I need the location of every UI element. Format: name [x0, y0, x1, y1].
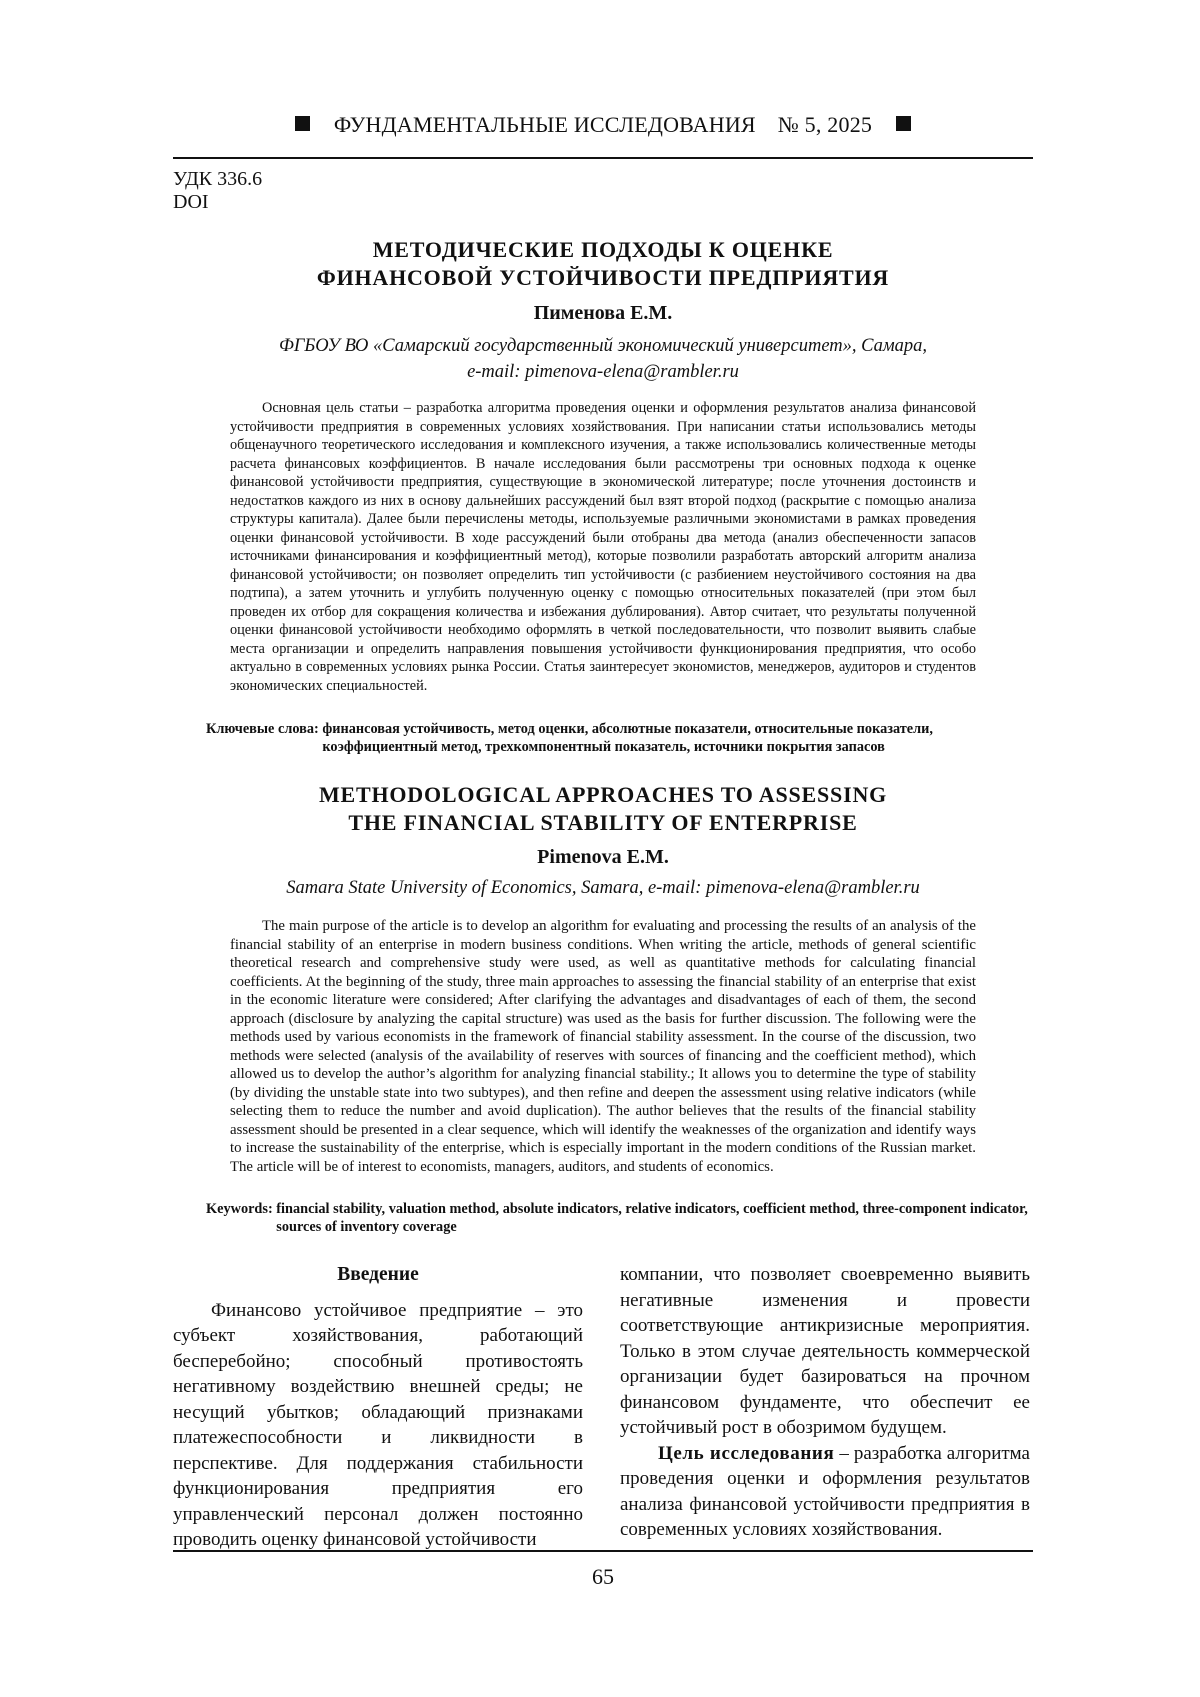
- article-title-en: [173, 781, 1033, 837]
- body-column-right: [620, 1262, 1030, 1543]
- keywords-ru-text: финансовая устойчивость, метод оценки, абсолютные показатели, относительные показатели, коэффициентный метод, трехкомпонентный показатель, источники покрытия запасов: [322, 721, 933, 755]
- title-ru-line1: МЕТОДИЧЕСКИЕ ПОДХОДЫ К ОЦЕНКЕ: [372, 237, 834, 262]
- title-en-line1: METHODOLOGICAL APPROACHES TO ASSESSING: [318, 782, 888, 807]
- udk-code: УДК 336.6: [173, 168, 263, 190]
- square-bullet-icon: [896, 116, 911, 131]
- keywords-en-text: financial stability, valuation method, absolute indicators, relative indicators, coefficient method, three-component indicator, sources of inventory coverage: [276, 1201, 1028, 1235]
- doi-label: DOI: [173, 191, 209, 213]
- journal-name: ФУНДАМЕНТАЛЬНЫЕ ИССЛЕДОВАНИЯ: [333, 112, 756, 137]
- footer-rule: [173, 1550, 1033, 1552]
- keywords-ru: [206, 720, 1028, 756]
- title-ru-line2: ФИНАНСОВОЙ УСТОЙЧИВОСТИ ПРЕДПРИЯТИЯ: [316, 265, 890, 290]
- title-en-line2: THE FINANCIAL STABILITY OF ENTERPRISE: [348, 810, 858, 835]
- abstract-en: The main purpose of the article is to develop an algorithm for evaluating and processing the results of an analysis of the financial stability of an enterprise in modern business conditions. When writing the article, methods of general scientific theoretical research and comprehensive study were used, as well as quantitative methods for calculating financial coefficients. At the beginning of the study, three main approaches to assessing the financial stability of an enterprise that exist in the economic literature were considered; After clarifying the advantages and disadvantages of each of them, the second approach (disclosure by analyzing the capital structure) was used as the basis for further discussion. The following were the methods used by various economists in the framework of financial stability assessment. In the course of the discussion, two methods were selected (analysis of the availability of reserves with sources of financing and the coefficient method), which allowed us to develop the author’s algorithm for analyzing financial stability.; It allows you to determine the type of stability (by dividing the unstable state into two subtypes), and then refine and deepen the assessment using relative indicators (while selecting them to reduce the number and avoid duplication). The author believes that the results of the financial stability assessment should be presented in a clear sequence, which will identify the weaknesses of the organization and identify ways to increase the sustainability of the enterprise, which is especially important in the modern conditions of the Russian market. The article will be of interest to economists, managers, auditors, and students of economics.: [230, 918, 976, 1175]
- abstract-ru: Основная цель статьи – разработка алгоритма проведения оценки и оформления результатов анализа финансовой устойчивости предприятия в современных условиях хозяйствования. При написании статьи использовались методы общенаучного теоретического исследования и комплексного изучения, а также использовались количественные методы расчета финансовых коэффициентов. В начале исследования были рассмотрены три основных подхода к оценке финансовой устойчивости предприятия, существующие в экономической литературе; после уточнения достоинств и недостатков каждого из них в основу дальнейших рассуждений был взят второй подход (раскрытие с помощью анализа структуры капитала). Далее были перечислены методы, используемые различными экономистами в рамках проведения оценки финансовой устойчивости. В ходе рассуждений были отобраны два метода (анализ обеспеченности запасов источниками финансирования и коэффициентный метод), которые позволили разработать авторский алгоритм анализа финансовой устойчивости; он позволяет определить тип устойчивости (с разбиением неустойчивого состояния на два подтипа), а затем уточнить и углубить полученную оценку с помощью относительных показателей (при этом был проведен их отбор для сокращения количества и избежания дублирования). Автор считает, что результаты полученной оценки финансовой устойчивости необходимо оформлять в четкой последовательности, что позволит выявить слабые места организации и определить направления повышения устойчивости функционирования предприятия, что особо актуально в современных условиях рынка России. Статья заинтересует экономистов, менеджеров, аудиторов и студентов экономических специальностей.: [230, 400, 976, 694]
- affiliation-ru-email: e-mail: pimenova-elena@rambler.ru: [467, 362, 739, 382]
- page-number: 65: [592, 1564, 614, 1589]
- issue-year: 2025: [827, 112, 873, 137]
- classification-block: [173, 168, 262, 214]
- research-goal-text: – разработка алгоритма проведения оценки и оформления результатов анализа финансовой устойчивости предприятия в современных условиях хозяйствования.: [620, 1442, 1030, 1540]
- intro-paragraph: Финансово устойчивое предприятие – это субъект хозяйствования, работающий бесперебойно; способный противостоять негативному воздействию внешней среды; не несущий убытков; обладающий признаками платежеспособности и ликвидности в перспективе. Для поддержания стабильности функционирования предприятия его управленческий персонал должен постоянно проводить оценку финансовой устойчивости: [173, 1299, 583, 1550]
- affiliation-ru: [173, 333, 1033, 385]
- header-rule: [173, 157, 1033, 159]
- affiliation-ru-line1: ФГБОУ ВО «Самарский государственный экономический университет», Самара,: [278, 336, 928, 356]
- author-ru: Пименова Е.М.: [533, 302, 673, 324]
- research-goal-label: Цель исследования: [658, 1442, 835, 1464]
- keywords-en-label: Keywords:: [206, 1201, 273, 1217]
- affiliation-en: Samara State University of Economics, Samara, e-mail: pimenova-elena@rambler.ru: [286, 878, 920, 898]
- research-goal-paragraph: [620, 1441, 1030, 1543]
- keywords-ru-label: Ключевые слова:: [206, 721, 319, 737]
- section-heading-introduction: Введение: [337, 1264, 419, 1285]
- running-header: [173, 112, 1033, 138]
- body-column-left: [173, 1262, 583, 1553]
- keywords-en: [206, 1200, 1028, 1236]
- issue-number: № 5,: [777, 112, 822, 137]
- author-en: Pimenova E.M.: [537, 846, 669, 868]
- article-title-ru: [173, 236, 1033, 292]
- intro-continuation: компании, что позволяет своевременно выявить негативные изменения и провести соответствующие антикризисные мероприятия. Только в этом случае деятельность коммерческой организации будет базироваться на прочном финансовом фундаменте, что обеспечит ее устойчивый рост в обозримом будущем.: [620, 1264, 1030, 1438]
- square-bullet-icon: [295, 116, 310, 131]
